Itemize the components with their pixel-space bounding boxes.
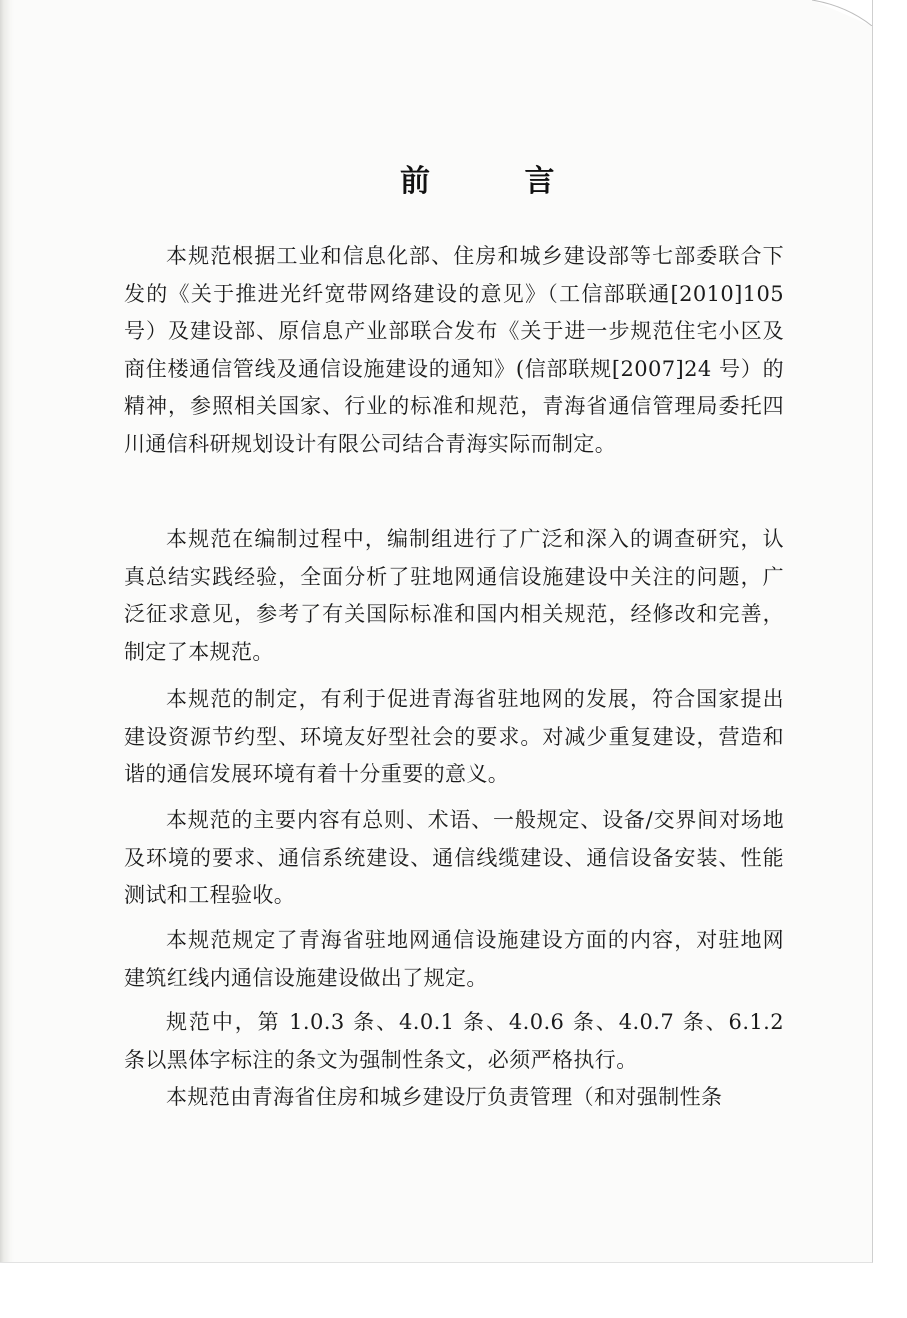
paragraph-4: 本规范的主要内容有总则、术语、一般规定、设备/交界间对场地及环境的要求、通信系统建设、通信线缆建设、通信设备安装、性能测试和工程验收。: [124, 808, 784, 907]
page-binding-edge: [0, 0, 14, 1262]
page-corner-fold: [812, 0, 872, 26]
paragraph-5: 本规范规定了青海省驻地网通信设施建设方面的内容，对驻地网建筑红线内通信设施建设做出了规定。: [124, 928, 784, 990]
paragraph-3: 本规范的制定，有利于促进青海省驻地网的发展，符合国家提出建设资源节约型、环境友好型社会的要求。对减少重复建设，营造和谐的通信发展环境有着十分重要的意义。: [124, 687, 784, 786]
paragraph-2: 本规范在编制过程中，编制组进行了广泛和深入的调查研究，认真总结实践经验，全面分析了驻地网通信设施建设中关注的问题，广泛征求意见，参考了有关国际标准和国内相关规范，经修改和完善，制定了本规范。: [124, 527, 784, 664]
paragraph-6: 规范中，第 1.0.3 条、4.0.1 条、4.0.6 条、4.0.7 条、6.1.2 条以黑体字标注的条文为强制性条文，必须严格执行。: [124, 1010, 784, 1072]
paragraph-7: 本规范由青海省住房和城乡建设厅负责管理（和对强制性条: [166, 1085, 723, 1109]
paragraph-1: 本规范根据工业和信息化部、住房和城乡建设部等七部委联合下发的《关于推进光纤宽带网络建设的意见》（工信部联通[2010]105 号）及建设部、原信息产业部联合发布《关于进一步规范住宅小区及商住楼通信管线及通信设施建设的通知》(信部联规[2007]24 号）的精神，参照相关国家、行业的标准和规范，青海省通信管理局委托四川通信科研规划设计有限公司结合青海实际而制定。: [124, 244, 784, 456]
page-title: 前 言: [400, 164, 597, 199]
